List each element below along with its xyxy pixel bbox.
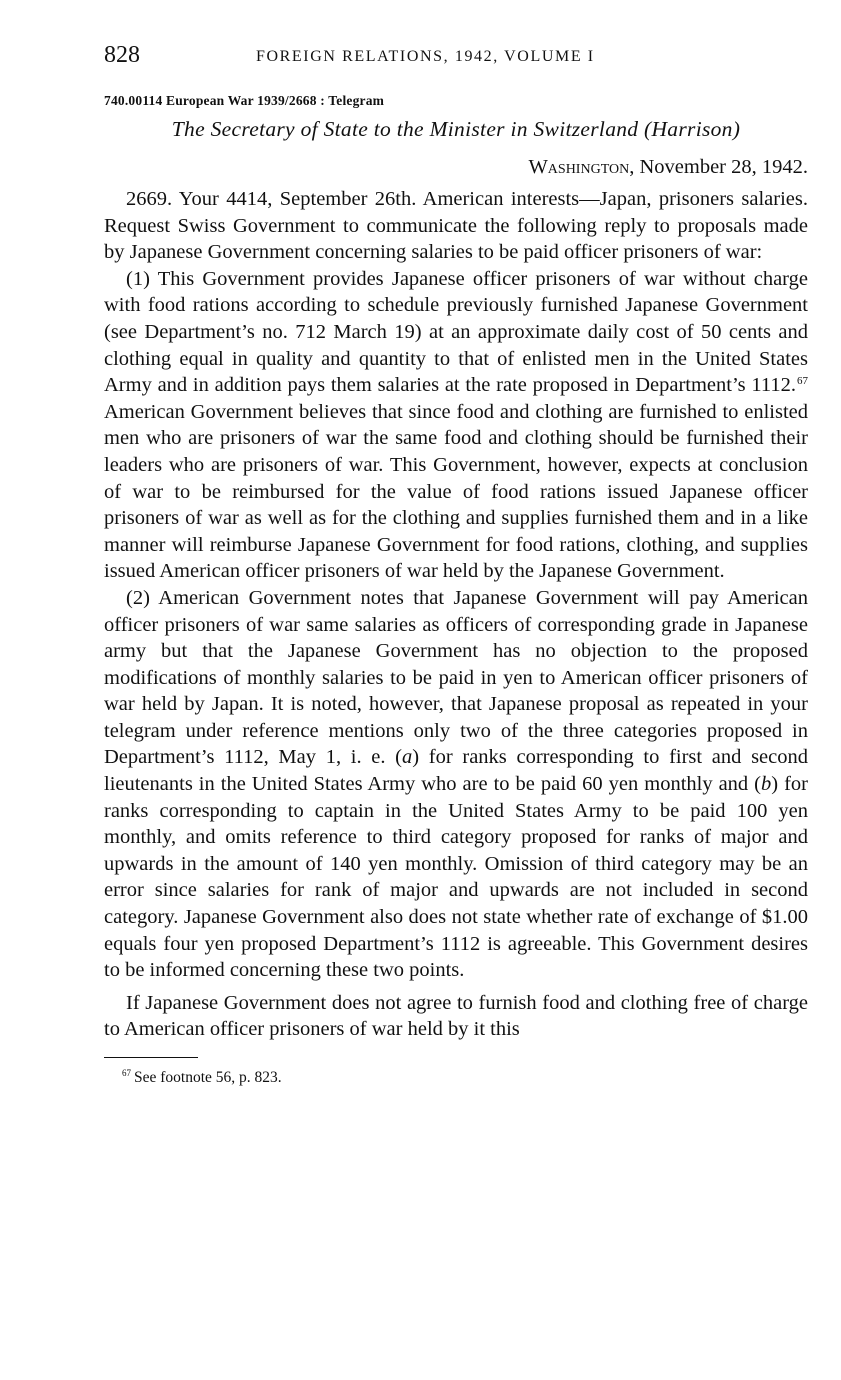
paragraph-point-1-text: (1) This Government provides Japanese officer prisoners of war without charge with food rations according to schedule previously furnished Japanese Government (see Department’s no. 712 March 19) at an approximate daily cost of 50 cents and clothing equal in quality and quantity to that of enlisted men in the United States Army and in addition pays them salaries at the rate proposed in Department’s 1112. bbox=[104, 267, 808, 397]
footnote-text: See footnote 56, p. 823. bbox=[134, 1069, 282, 1086]
page-header bbox=[104, 40, 808, 74]
paragraph-point-2-continued: ) for ranks corresponding to first and second lieutenants in the United States Army who are to be paid 60 yen monthly and ( bbox=[104, 746, 808, 796]
footnote bbox=[122, 1068, 808, 1087]
dateline bbox=[104, 156, 808, 179]
category-letter-a: a bbox=[402, 746, 413, 769]
document-page bbox=[104, 40, 808, 1087]
paragraph-point-2-end: ) for ranks corresponding to captain in the United States Army to be paid 100 yen monthly, and omits reference to third category proposed for ranks of major and upwards in the amount of 140 yen monthly. Omission of third category may be an error since salaries for rank of major and upwards are not included in second category. Japanese Government also does not state whether rate of exchange of $1.00 equals four yen proposed Department’s 1112 is agreeable. This Government desires to be informed concerning these two points. bbox=[104, 773, 808, 982]
paragraph-point-1-continued: American Government believes that since food and clothing are furnished to enlisted men who are prisoners of war the same food and clothing should be furnished their leaders who are prisoners of war. This Government, however, expects at conclusion of war to be reimbursed for the value of food rations issued Japanese officer prisoners of war as well as for the clothing and supplies furnished them and in a like manner will reimburse Japanese Government for food rations, clothing, and supplies issued American officer prisoners of war held by the Japanese Government. bbox=[104, 400, 808, 583]
page-number: 828 bbox=[104, 42, 140, 68]
paragraph-point-1 bbox=[104, 266, 808, 585]
paragraph-opening: 2669. Your 4414, September 26th. American interests—Japan, prisoners salaries. Request Swiss Government to communicate the following reply to proposals made by Japanese Government concerning salaries to be paid officer prisoners of war: bbox=[104, 188, 808, 264]
telegram-body bbox=[104, 186, 808, 1043]
category-letter-b: b bbox=[761, 773, 772, 796]
dateline-date: , November 28, 1942. bbox=[629, 156, 808, 178]
file-reference: 740.00114 European War 1939/2668 : Telegram bbox=[104, 93, 385, 108]
document-title: The Secretary of State to the Minister in Switzerland (Harrison) bbox=[171, 117, 741, 141]
running-head: FOREIGN RELATIONS, 1942, VOLUME I bbox=[256, 48, 595, 65]
footnote-reference-67[interactable]: 67 bbox=[797, 375, 808, 388]
paragraph-closing: If Japanese Government does not agree to furnish food and clothing free of charge to American officer prisoners of war held by it this bbox=[104, 991, 808, 1041]
paragraph-point-2 bbox=[104, 585, 808, 984]
paragraph-point-2-text: (2) American Government notes that Japanese Government will pay American officer prisoners of war same salaries as officers of corresponding grade in Japanese army but that the Japanese Government has no objection to the proposed modifications of monthly salaries to be paid in yen to American officer prisoners of war held by Japan. It is noted, however, that Japanese proposal as repeated in your telegram under reference mentions only two of the three categories proposed in Department’s 1112, May 1, i. e. ( bbox=[104, 586, 808, 769]
dateline-place: Washington bbox=[528, 156, 630, 178]
footnote-divider bbox=[104, 1057, 198, 1058]
footnote-marker: 67 bbox=[122, 1068, 131, 1078]
